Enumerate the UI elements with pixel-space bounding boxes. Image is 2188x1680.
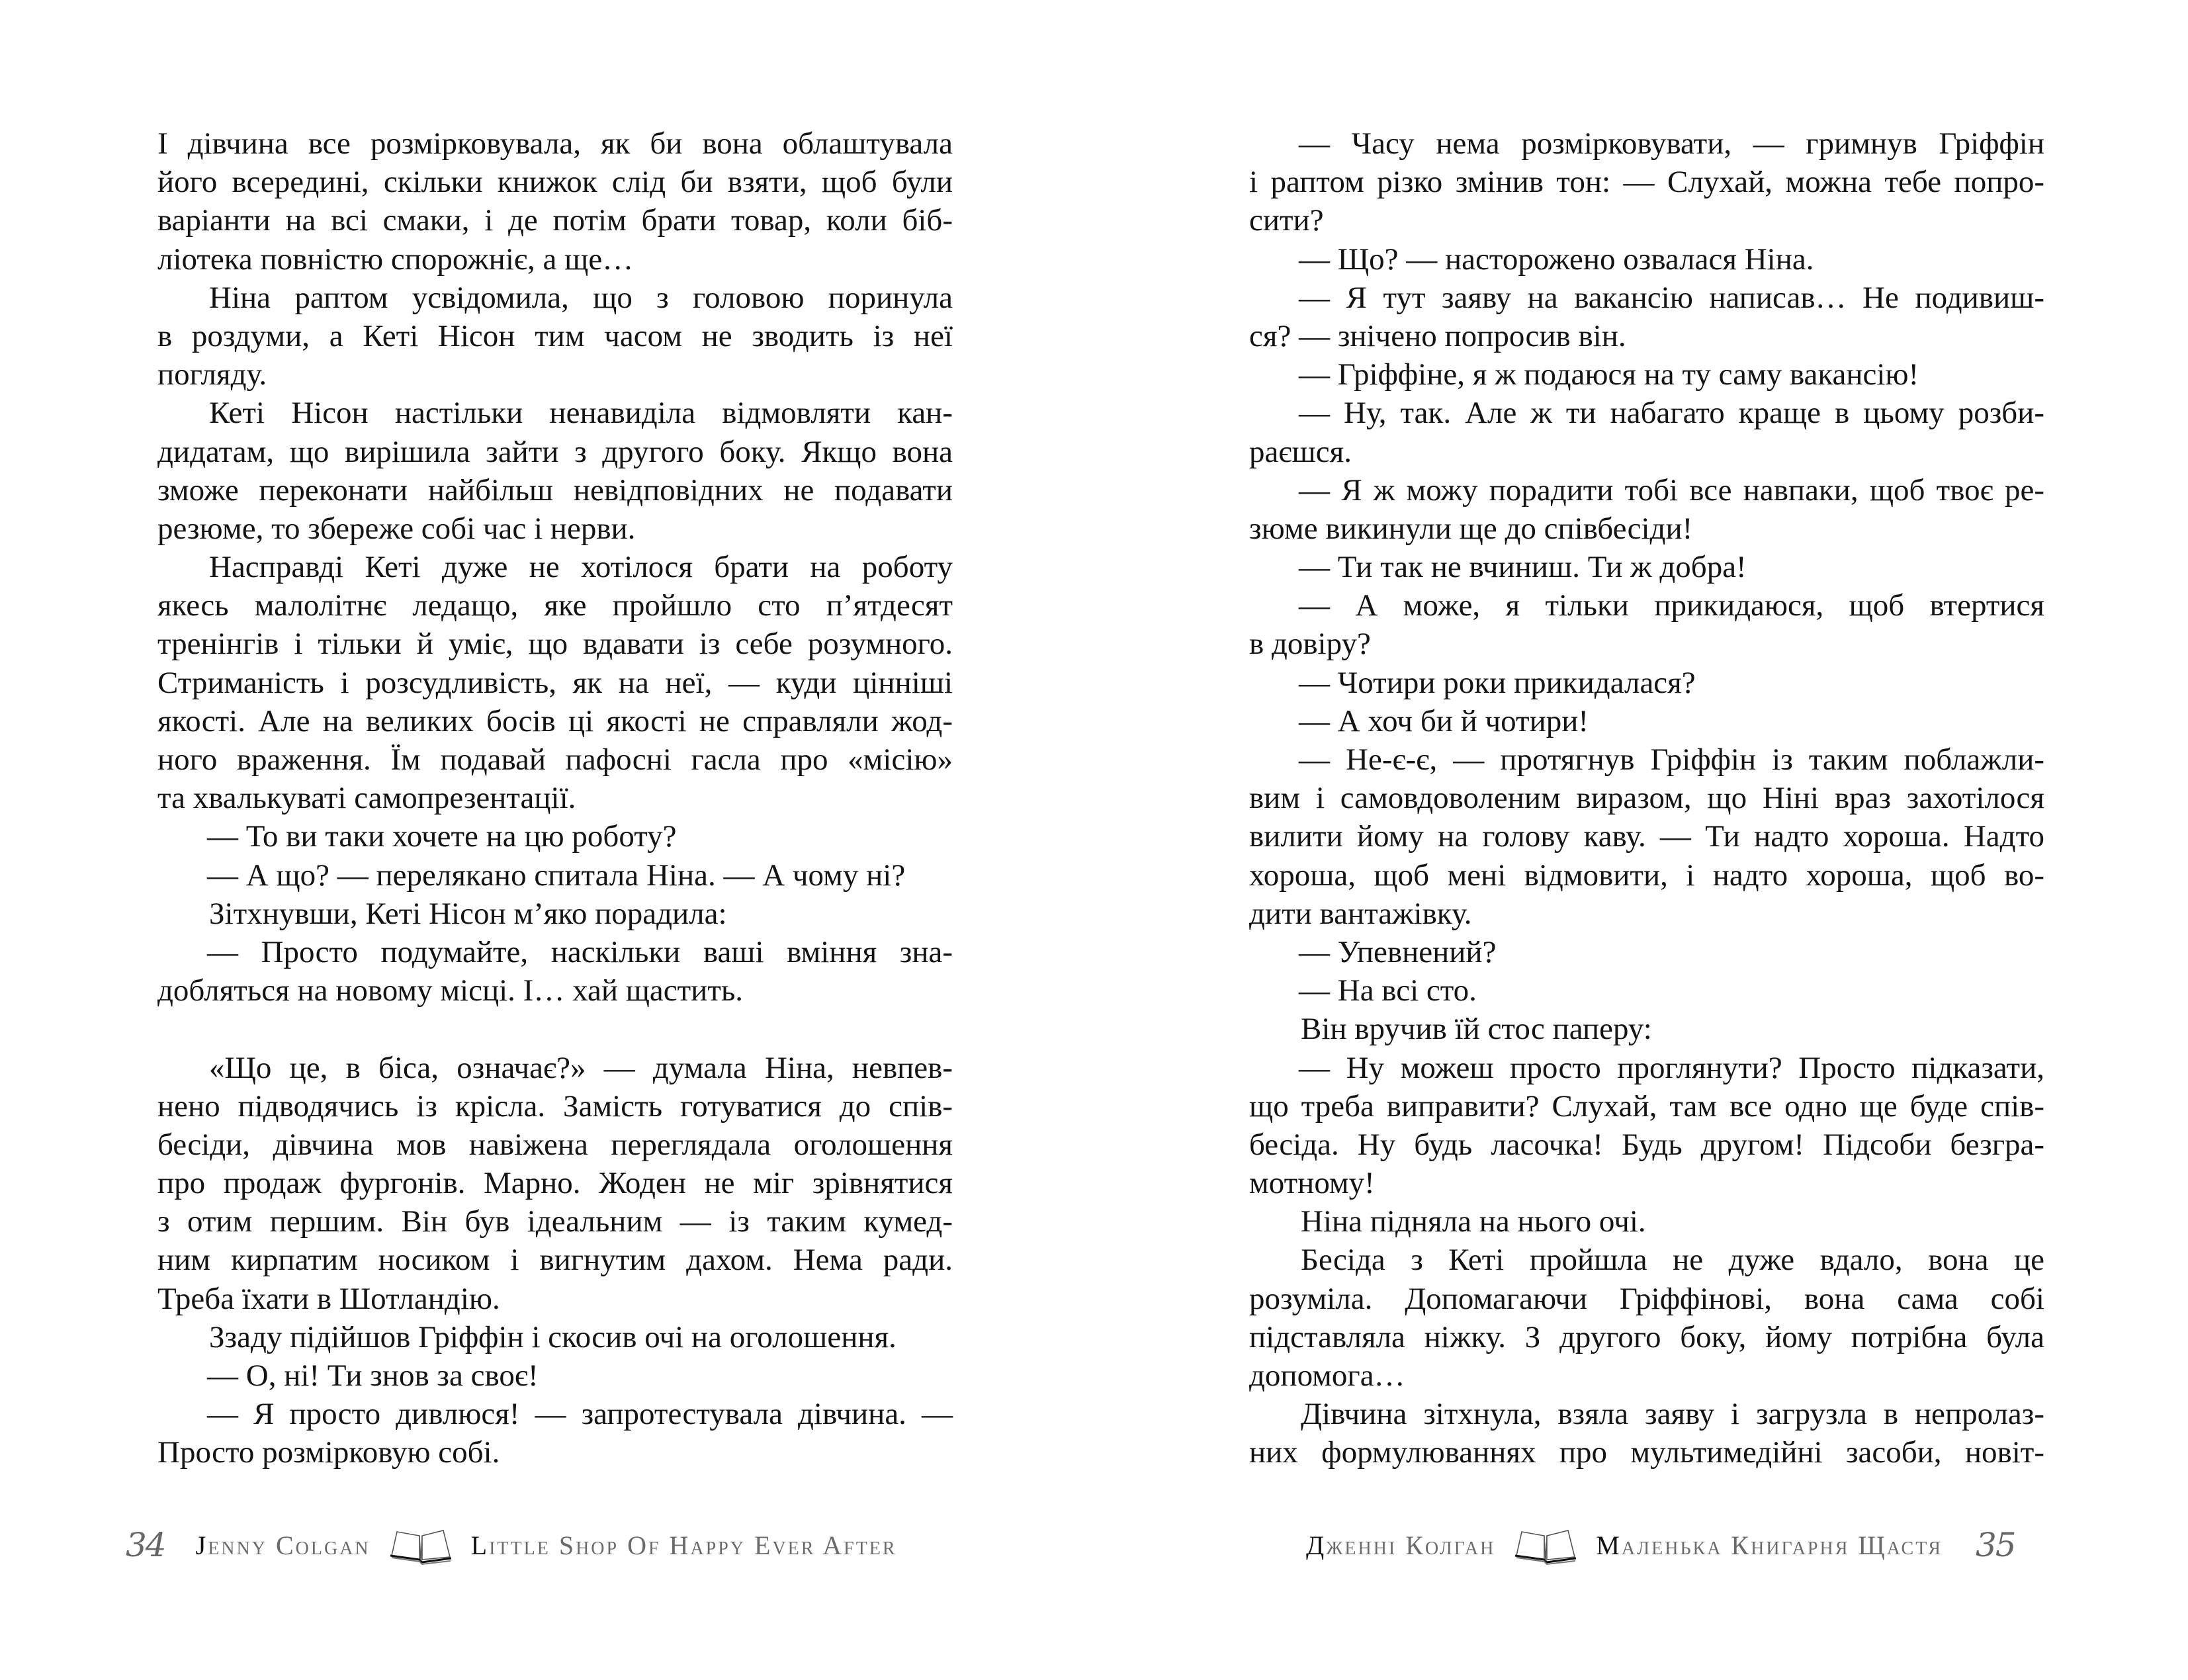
text-line: Кеті Нісон настільки ненавиділа відмовляти кан- [209, 396, 953, 431]
text-line: — Упевнений? [1299, 934, 1497, 969]
text-line: раєшся. [1249, 434, 1352, 469]
text-line: Він вручив їй стос паперу: [1301, 1012, 1652, 1047]
text-line: тренінгів і тільки й уміє, що вдавати із себе розумного. [157, 627, 953, 662]
text-line: нено підводячись із крісла. Замість готуватися до спів- [157, 1088, 953, 1124]
text-line: ся? — знічено попросив він. [1249, 318, 1626, 353]
text-line: в довіру? [1249, 627, 1371, 662]
text-line: вим і самовдоволеним виразом, що Ніні враз захотілося [1249, 781, 2044, 816]
text-line: зможе переконати найбільш невідповідних не подавати [157, 472, 953, 508]
text-line: допомога… [1249, 1358, 1405, 1393]
text-line: — Ти так не вчиниш. Ти ж добра! [1299, 550, 1747, 585]
text-line: підставляла ніжку. З другого боку, йому потрібна була [1249, 1319, 2044, 1354]
running-head-author: Jenny Colgan [195, 1530, 371, 1560]
running-head-author: Дженні Колган [1306, 1530, 1496, 1560]
text-line: — Ну можеш просто проглянути? Просто підказати, [1299, 1050, 2044, 1085]
text-line: — На всі сто. [1299, 973, 1477, 1008]
text-line: — Я просто дивлюся! — запротестувала дівчина. — [207, 1397, 953, 1432]
text-line: ліотека повністю спорожніє, а ще… [157, 242, 634, 277]
text-line: — Не-є-є, — протягнув Гріффін із таким поблажли- [1299, 742, 2044, 777]
text-line: якості. Але на великих босів ці якості не справляли жод- [157, 703, 953, 738]
text-line: Зітхнувши, Кеті Нісон м’яко порадила: [209, 896, 727, 931]
text-line: мотному! [1249, 1166, 1375, 1201]
text-line: «Що це, в біса, означає?» — думала Ніна, невпев- [209, 1050, 953, 1085]
text-line: погляду. [157, 357, 267, 392]
text-line: і раптом різко змінив тон: — Слухай, можна тебе попро- [1249, 165, 2044, 200]
right-page-body-text [1249, 124, 2044, 1472]
text-line: — А хоч би й чотири! [1299, 703, 1589, 738]
text-line: якесь малолітнє ледащо, яке пройшло сто п’ятдесят [157, 588, 953, 623]
text-line: — Ну, так. Але ж ти набагато краще в цьому розби- [1299, 396, 2044, 431]
text-line: Бесіда з Кеті пройшла не дуже вдало, вона це [1301, 1243, 2044, 1278]
text-line: них формулюваннях про мультимедійні засоби, новіт- [1249, 1435, 2044, 1470]
text-line: Ніна раптом усвідомила, що з головою поринула [209, 280, 953, 315]
text-line: зюме викинули ще до співбесіди! [1249, 511, 1693, 546]
text-line: ного враження. Їм подавай пафосні гасла про «місію» [157, 742, 953, 777]
text-line: з отим першим. Він був ідеальним — із таким кумед- [157, 1204, 953, 1239]
text-line: Дівчина зітхнула, взяла заяву і загрузла в непролаз- [1301, 1397, 2044, 1432]
text-line: про продаж фургонів. Марно. Жоден не міг зрівнятися [157, 1166, 953, 1201]
text-line: І дівчина все розмірковувала, як би вона облаштувала [157, 126, 953, 161]
text-line: Ніна підняла на нього очі. [1301, 1204, 1646, 1239]
text-line: що треба виправити? Слухай, там все одно ще буде спів- [1249, 1088, 2044, 1124]
text-line: бесіди, дівчина мов навіжена переглядала оголошення [157, 1127, 953, 1162]
text-line: Просто розмірковую собі. [157, 1435, 500, 1470]
text-line: сити? [1249, 203, 1324, 238]
text-line: — А може, я тільки прикидаюся, щоб втертися [1299, 588, 2044, 623]
text-line: розуміла. Допомагаючи Гріффінові, вона сама собі [1249, 1281, 2044, 1316]
text-line: — То ви таки хочете на цю роботу? [207, 819, 677, 854]
text-line: та хвалькуваті самопрезентації. [157, 781, 576, 816]
open-book-icon [1512, 1526, 1579, 1566]
text-line: вилити йому на голову каву. — Ти надто хороша. Надто [1249, 819, 2044, 854]
text-line: варіанти на всі смаки, і де потім брати товар, коли біб- [157, 203, 953, 238]
text-line: добляться на новому місці. І… хай щастить. [157, 973, 744, 1008]
text-line: Стриманість і розсудливість, як на неї, — куди цінніші [157, 665, 953, 700]
running-head-title: Little Shop Of Happy Ever After [470, 1530, 897, 1560]
right-page [1094, 0, 2188, 1680]
text-line: ним кирпатим носиком і вигнутим дахом. Нема ради. [157, 1243, 953, 1278]
text-line: Треба їхати в Шотландію. [157, 1281, 500, 1316]
page-number: 34 [126, 1526, 165, 1564]
text-line: — Просто подумайте, наскільки ваші вміння зна- [207, 934, 953, 969]
right-page-footer [1306, 1522, 2015, 1568]
text-line: його всередині, скільки книжок слід би взяти, щоб були [157, 165, 953, 200]
text-line: Ззаду підійшов Гріффін і скосив очі на оголошення. [209, 1319, 897, 1354]
text-line: — Я ж можу порадити тобі все навпаки, щоб твоє ре- [1299, 472, 2044, 508]
running-head-title: Маленька Книгарня Щастя [1596, 1530, 1943, 1560]
page-number: 35 [1975, 1526, 2015, 1564]
text-line: — Гріффіне, я ж подаюся на ту саму вакансію! [1299, 357, 1919, 392]
text-line: — Що? — насторожено озвалася Ніна. [1299, 242, 1814, 277]
text-line: дити вантажівку. [1249, 896, 1472, 931]
open-book-icon [388, 1526, 454, 1566]
text-line: в роздуми, а Кеті Нісон тим часом не зводить із неї [157, 318, 953, 353]
text-line: — Чотири роки прикидалася? [1299, 665, 1696, 700]
text-line: бесіда. Ну будь ласочка! Будь другом! Підсоби безгра- [1249, 1127, 2044, 1162]
left-page-footer [126, 1522, 897, 1568]
text-line: — О, ні! Ти знов за своє! [207, 1358, 539, 1393]
section-break [157, 1010, 953, 1048]
text-line: дидатам, що вирішила зайти з другого боку. Якщо вона [157, 434, 953, 469]
text-line: резюме, то збереже собі час і нерви. [157, 511, 636, 546]
text-line: — Часу нема розмірковувати, — гримнув Гріффін [1299, 126, 2044, 161]
text-line: Насправді Кеті дуже не хотілося брати на роботу [209, 550, 953, 585]
text-line: — Я тут заяву на вакансію написав… Не подивиш- [1299, 280, 2044, 315]
text-line: хороша, щоб мені відмовити, і надто хороша, щоб во- [1249, 858, 2044, 893]
left-page-body-text [157, 124, 953, 1472]
text-line: — А що? — перелякано спитала Ніна. — А чому ні? [207, 858, 906, 893]
